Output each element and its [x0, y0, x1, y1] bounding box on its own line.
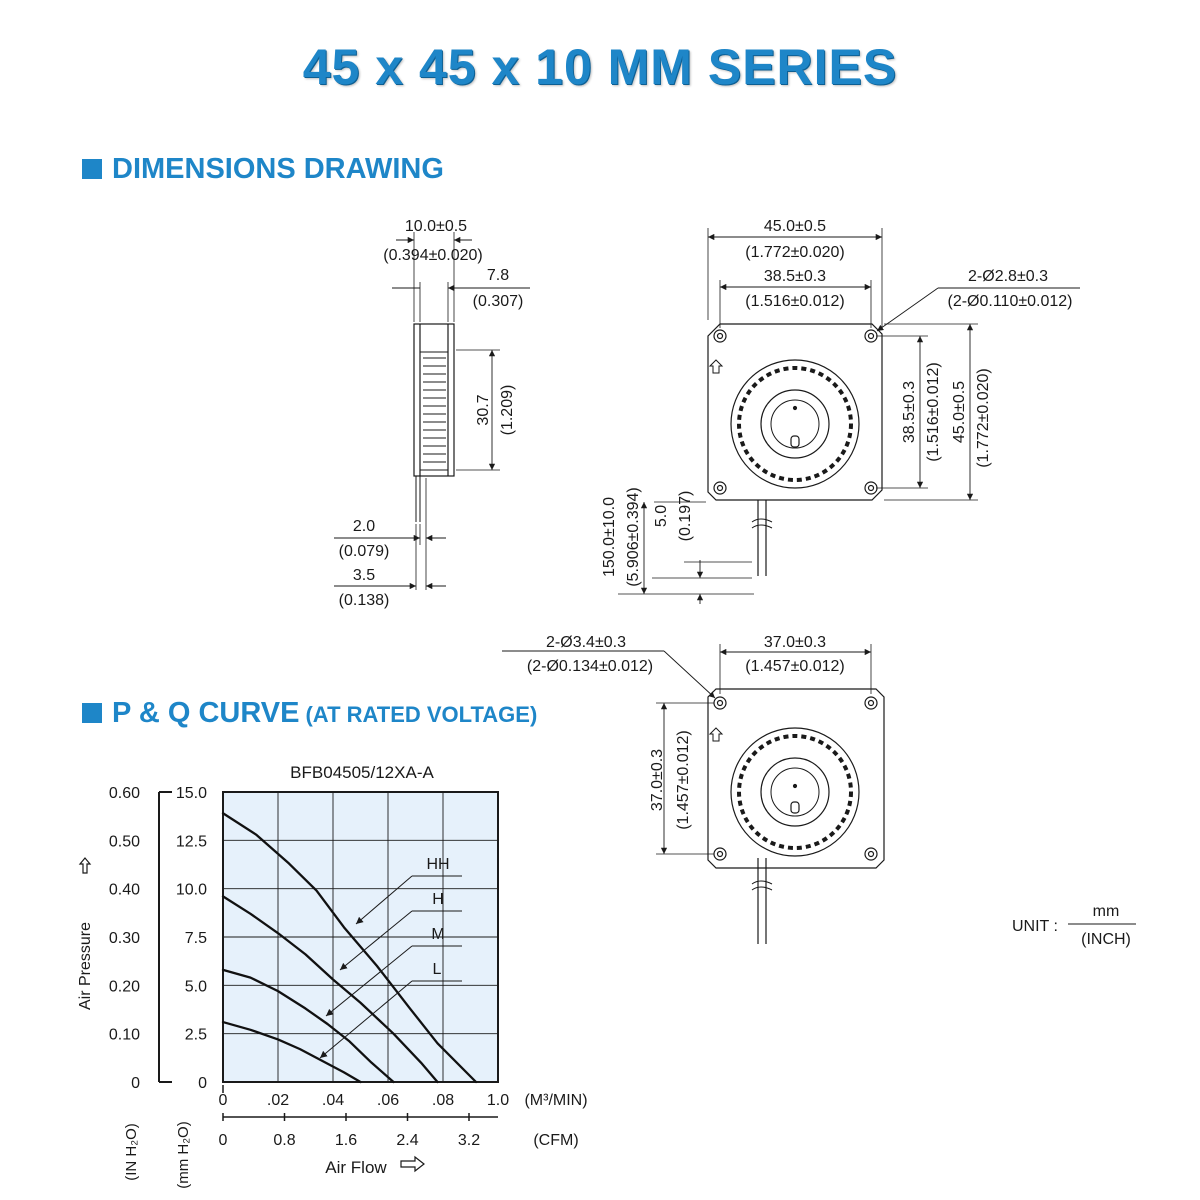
curve-label-l: L — [432, 961, 442, 978]
back-impeller-blades — [739, 736, 851, 848]
pq-chart — [77, 763, 588, 1189]
front-vwidth-label: 45.0±0.5 — [951, 380, 968, 444]
airflow-arrow-icon — [710, 360, 722, 373]
x-tick-label-cfm: 1.6 — [334, 1132, 358, 1149]
mount-hole — [714, 697, 726, 709]
pq-heading-sublabel: (AT RATED VOLTAGE) — [305, 702, 538, 727]
y-tick-label-mm: 7.5 — [184, 930, 207, 947]
front-pitch-label: 38.5±0.3 — [763, 268, 827, 285]
mount-hole — [865, 848, 877, 860]
y-tick-label-inch: 0.50 — [108, 833, 140, 851]
side-height-inch-label: (1.209) — [499, 384, 516, 436]
front-view-labels — [601, 218, 1073, 587]
x-tick-label-cfm: 0 — [218, 1132, 228, 1149]
lead-length-label: 150.0±10.0 — [601, 497, 618, 577]
y-tick-label-inch: 0.10 — [108, 1026, 140, 1044]
y-tick-label-inch: 0.20 — [108, 978, 140, 996]
back-vpitch-inch-label: (1.457±0.012) — [675, 730, 692, 830]
side-thickness-label: 10.0±0.5 — [404, 218, 468, 235]
front-width-inch-label: (1.772±0.020) — [745, 244, 845, 261]
unit-legend — [1012, 903, 1136, 948]
up-arrow-icon — [80, 858, 90, 873]
y-unit-mm: (mm H₂O) — [175, 1121, 192, 1189]
y-tick-label-mm: 15.0 — [175, 785, 207, 802]
y-tick-label-inch: 0.40 — [108, 881, 140, 899]
strip-length-label: 5.0 — [653, 504, 670, 528]
x-tick-label-cfm: 2.4 — [396, 1132, 419, 1149]
front-vwidth-inch-label: (1.772±0.020) — [975, 368, 992, 468]
x-unit-cfm: (CFM) — [533, 1132, 579, 1149]
x-tick-label-m3: 0 — [218, 1092, 228, 1109]
impeller-blades — [739, 368, 851, 480]
front-vpitch-label: 38.5±0.3 — [901, 380, 918, 444]
y-tick-label-inch: 0.60 — [108, 785, 140, 802]
mount-hole — [714, 848, 726, 860]
right-arrow-icon — [401, 1157, 424, 1171]
front-width-label: 45.0±0.5 — [763, 218, 827, 235]
back-impeller-outer — [731, 728, 859, 856]
back-pitch-inch-label: (1.457±0.012) — [745, 658, 845, 675]
curve-label-m: M — [431, 926, 445, 943]
y-tick-label-inch: 0 — [131, 1075, 140, 1092]
x-tick-label-m3: .08 — [431, 1092, 455, 1109]
x-tick-label-m3: 1.0 — [486, 1092, 510, 1109]
mount-hole — [865, 330, 877, 342]
unit-inch: (INCH) — [1081, 931, 1131, 948]
x-tick-label-m3: .02 — [266, 1092, 290, 1109]
y-tick-label-mm: 12.5 — [175, 833, 207, 851]
back-view — [502, 644, 884, 944]
side-depth-label: 7.8 — [486, 267, 510, 284]
curve-label-hh: HH — [426, 856, 450, 873]
x-tick-label-cfm: 0.8 — [273, 1132, 296, 1149]
y-tick-label-mm: 0 — [198, 1075, 207, 1092]
y-tick-label-inch: 0.30 — [108, 930, 140, 947]
front-view-frame — [708, 324, 882, 500]
page-title: 45 x 45 x 10 MM SERIES — [302, 39, 898, 95]
x-unit-m3: (M³/MIN) — [524, 1092, 588, 1109]
side-lead-a-label: 2.0 — [352, 518, 376, 535]
x-tick-label-m3: .04 — [321, 1092, 345, 1109]
dimensions-heading-label: DIMENSIONS DRAWING — [112, 153, 444, 185]
side-lead-b-label: 3.5 — [352, 567, 376, 584]
front-holes-label: 2-Ø2.8±0.3 — [968, 268, 1048, 285]
side-height-label: 30.7 — [475, 394, 492, 426]
unit-mm: mm — [1092, 903, 1120, 920]
back-holes-inch-label: (2-Ø0.134±0.012) — [526, 658, 654, 675]
side-lead-a-inch-label: (0.079) — [338, 543, 390, 560]
back-view-labels — [527, 634, 845, 830]
curve-label-h: H — [432, 891, 444, 908]
impeller-outer — [731, 360, 859, 488]
x-tick-label-cfm: 3.2 — [457, 1132, 481, 1149]
mount-hole — [865, 482, 877, 494]
side-depth-inch-label: (0.307) — [472, 293, 524, 310]
y-tick-label-mm: 10.0 — [175, 881, 207, 899]
x-tick-labels — [219, 1092, 510, 1149]
y-tick-label-mm: 5.0 — [184, 978, 207, 996]
mount-hole — [714, 330, 726, 342]
x-tick-label-m3: .06 — [376, 1092, 400, 1109]
lead-length-inch-label: (5.906±0.394) — [625, 487, 642, 587]
mount-hole — [865, 697, 877, 709]
y-tick-labels — [109, 785, 207, 1092]
y-axis-title: Air Pressure — [77, 921, 94, 1011]
back-vpitch-label: 37.0±0.3 — [649, 748, 666, 812]
back-holes-label: 2-Ø3.4±0.3 — [546, 634, 626, 651]
side-view-labels — [339, 218, 524, 609]
side-thickness-inch-label: (0.394±0.020) — [383, 247, 483, 264]
mount-hole — [714, 482, 726, 494]
y-tick-label-mm: 2.5 — [184, 1026, 207, 1044]
back-pitch-label: 37.0±0.3 — [763, 634, 827, 651]
front-vpitch-inch-label: (1.516±0.012) — [925, 362, 942, 462]
unit-label: UNIT : — [1012, 918, 1058, 935]
strip-length-inch-label: (0.197) — [677, 490, 694, 542]
chart-title: BFB04505/12XA-A — [290, 763, 434, 782]
y-unit-inch: (IN H₂O) — [123, 1123, 140, 1181]
x-axis-title: Air Flow — [325, 1158, 387, 1177]
side-view-fins — [423, 358, 446, 462]
pq-heading-label: P & Q CURVE — [112, 697, 300, 729]
airflow-arrow-icon — [710, 728, 722, 741]
front-holes-inch-label: (2-Ø0.110±0.012) — [947, 293, 1073, 310]
front-pitch-inch-label: (1.516±0.012) — [745, 293, 845, 310]
side-lead-b-inch-label: (0.138) — [338, 592, 390, 609]
